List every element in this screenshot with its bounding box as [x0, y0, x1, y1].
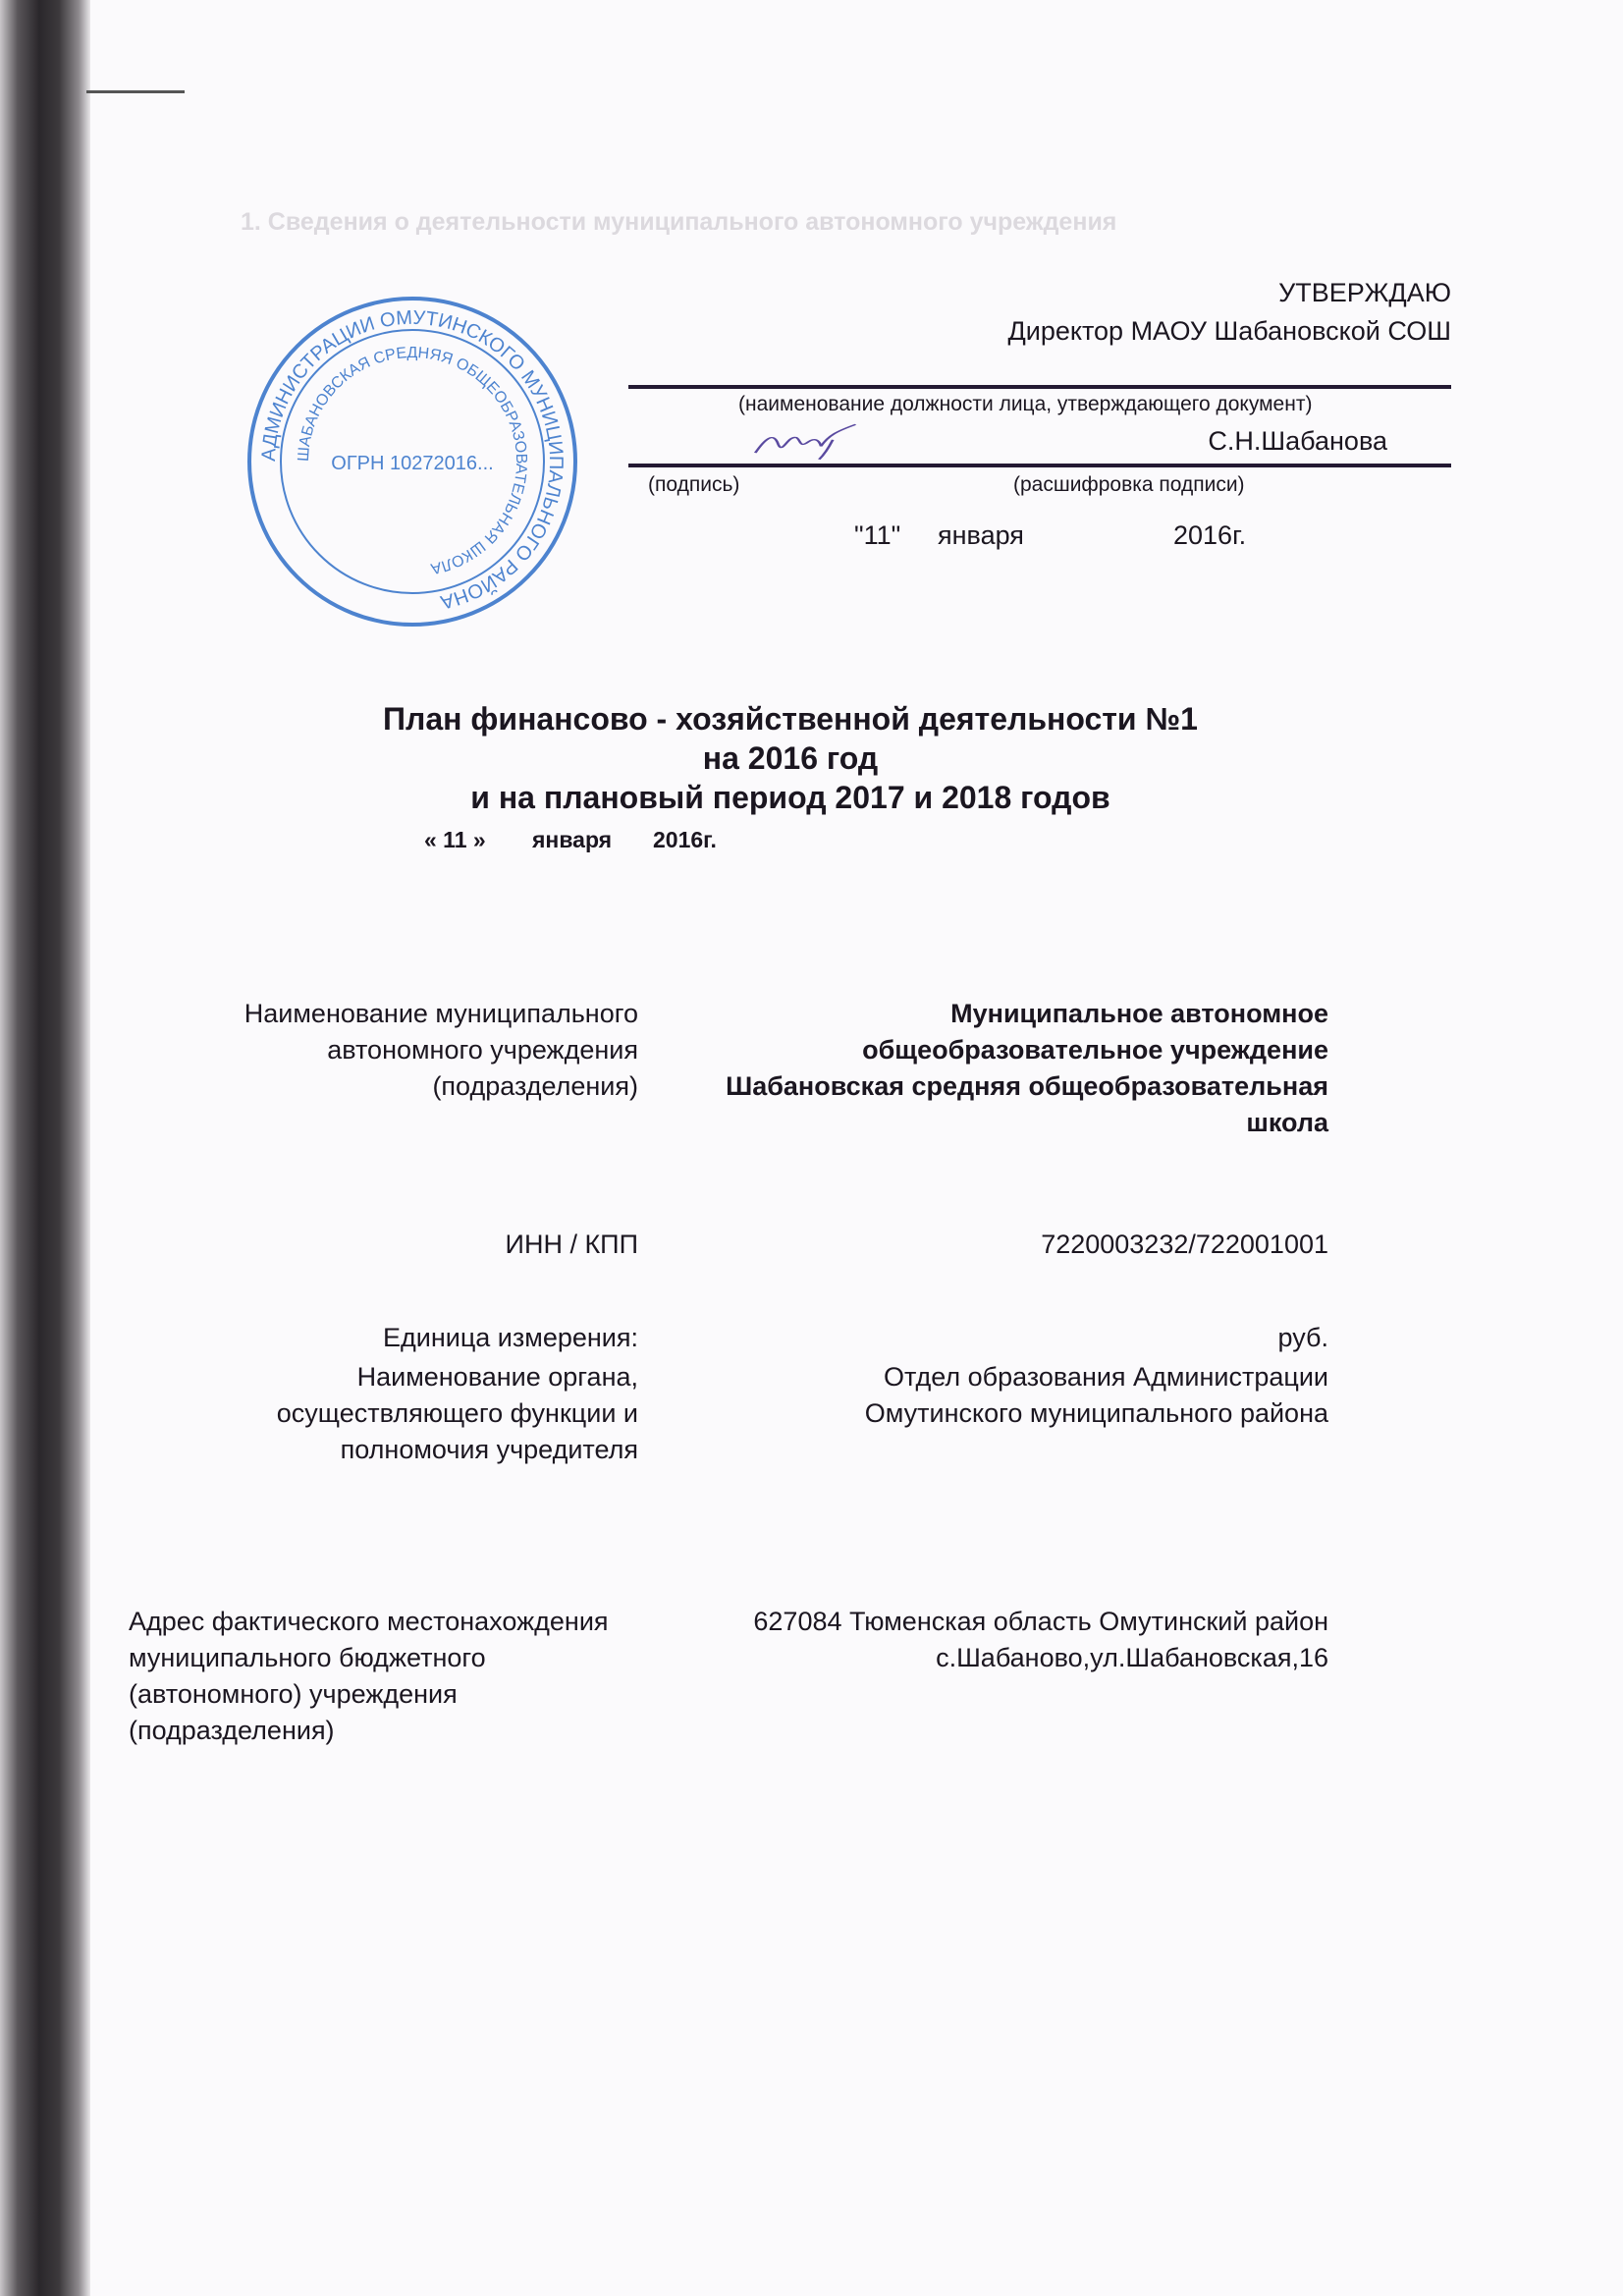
founder-value — [865, 1359, 1328, 1432]
value-line: общеобразовательное учреждение — [862, 1035, 1328, 1065]
document-title — [250, 699, 1330, 817]
approval-date-year: 2016г. — [1173, 520, 1247, 550]
signature — [746, 422, 874, 462]
value-line: Шабановская средняя общеобразовательная — [726, 1071, 1328, 1101]
signature-line — [628, 464, 1451, 467]
label-line: муниципального бюджетного — [129, 1643, 486, 1672]
value-line: школа — [1246, 1108, 1328, 1137]
stamp-inner-text: ШАБАНОВСКАЯ СРЕДНЯЯ ОБЩЕОБРАЗОВАТЕЛЬНАЯ ШКОЛА — [295, 344, 530, 577]
value-line: Муниципальное автономное — [950, 999, 1328, 1028]
title-date-month: января — [532, 827, 613, 852]
approval-date-day: "11" — [854, 520, 901, 550]
inn-value: 7220003232/722001001 — [1041, 1230, 1328, 1259]
label-line: (подразделения) — [129, 1716, 335, 1745]
address-label — [129, 1604, 609, 1749]
value-line: Омутинского муниципального района — [864, 1398, 1328, 1428]
unit-value: руб. — [1277, 1323, 1328, 1352]
label-line: (подразделения) — [432, 1071, 638, 1101]
institution-label — [244, 996, 638, 1105]
approval-date-month: января — [938, 520, 1024, 550]
stamp-ogrn: ОГРН 10272016... — [331, 453, 494, 474]
approver-position: Директор МАОУ Шабановской СОШ — [1007, 316, 1451, 346]
label-line: Наименование муниципального — [243, 999, 638, 1028]
official-stamp — [245, 295, 579, 629]
bleed-through-text: 1. Сведения о деятельности муниципального автономного учреждения — [241, 208, 1117, 236]
value-line: с.Шабаново,ул.Шабановская,16 — [936, 1643, 1328, 1672]
scan-mark — [86, 90, 185, 93]
approver-name: С.Н.Шабанова — [1208, 426, 1387, 456]
approve-heading: УТВЕРЖДАЮ — [1278, 278, 1451, 307]
title-date-day: « 11 » — [424, 827, 486, 852]
title-line-1: План финансово - хозяйственной деятельности №1 — [383, 701, 1198, 737]
value-line: Отдел образования Администрации — [883, 1362, 1328, 1392]
label-line: (автономного) учреждения — [129, 1679, 458, 1709]
value-line: 627084 Тюменская область Омутинский район — [753, 1607, 1328, 1636]
title-line-2: на 2016 год — [702, 740, 879, 776]
name-caption: (расшифровка подписи) — [1013, 473, 1245, 496]
signature-caption: (подпись) — [648, 473, 740, 496]
institution-value — [726, 996, 1328, 1141]
stamp-outer-text: АДМИНИСТРАЦИИ ОМУТИНСКОГО МУНИЦИПАЛЬНОГО РАЙОНА — [257, 306, 568, 613]
label-line: Адрес фактического местонахождения — [129, 1607, 609, 1636]
label-line: автономного учреждения — [327, 1035, 638, 1065]
scan-binding-edge — [0, 0, 90, 2296]
address-value — [753, 1604, 1328, 1676]
position-line — [628, 385, 1451, 389]
label-line: Наименование органа, — [356, 1362, 638, 1392]
position-caption: (наименование должности лица, утверждающего документ) — [738, 393, 1313, 415]
founder-label — [277, 1359, 638, 1468]
label-line: осуществляющего функции и — [276, 1398, 638, 1428]
unit-label: Единица измерения: — [382, 1323, 638, 1352]
label-line: полномочия учредителя — [340, 1435, 638, 1464]
inn-label: ИНН / КПП — [505, 1230, 638, 1259]
title-date-year: 2016г. — [653, 827, 717, 852]
title-line-3: и на плановый период 2017 и 2018 годов — [470, 780, 1110, 815]
